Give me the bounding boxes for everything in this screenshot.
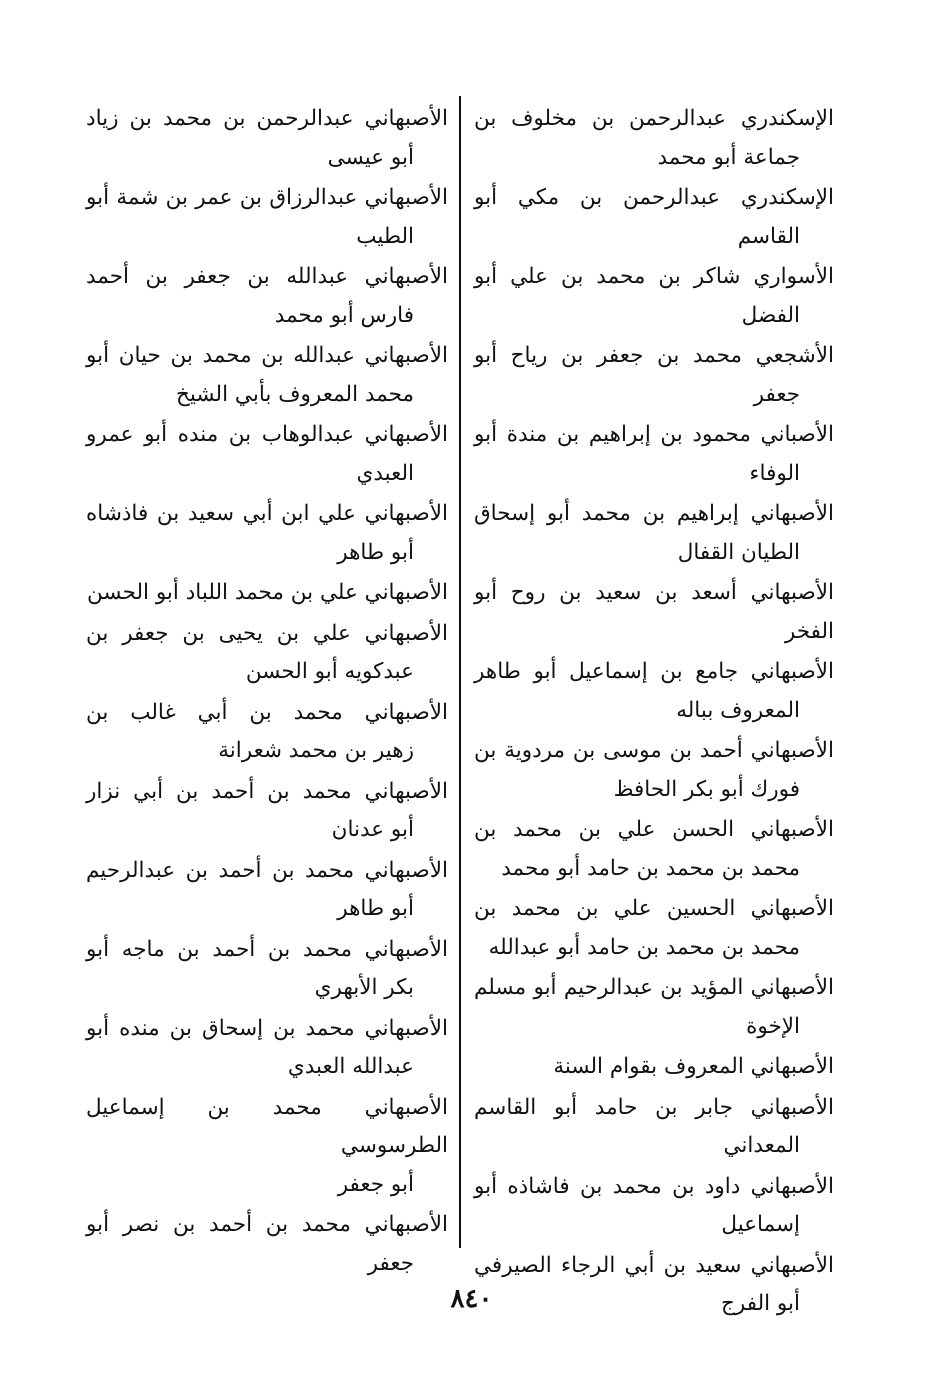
entry-continuation: المعداني — [723, 1133, 800, 1158]
entry-line: الأصبهاني عبدالله بن جعفر بن أحمد — [86, 264, 448, 289]
index-entry — [86, 337, 448, 414]
index-entry — [474, 811, 834, 888]
index-entry — [86, 1206, 448, 1283]
entry-continuation: فارس أبو محمد — [274, 302, 414, 328]
entry-line: الإسكندري عبدالرحمن بن مكي أبو — [474, 185, 834, 210]
entry-line: الأصبهاني الحسين علي بن محمد بن — [474, 896, 834, 921]
entry-continuation: أبو طاهر — [337, 539, 414, 565]
entry-continuation: الفضل — [741, 302, 800, 328]
index-entry — [86, 852, 448, 929]
entry-continuation: جعفر — [367, 1250, 414, 1276]
index-column-right — [474, 100, 834, 1326]
entry-line: الأشجعي محمد بن جعفر بن رياح أبو — [474, 343, 834, 368]
entry-line: الأصبهاني علي بن محمد اللباد أبو الحسن — [87, 580, 448, 605]
entry-line: الأصبهاني عبدالرحمن بن محمد بن زياد — [86, 106, 448, 131]
index-entry — [474, 732, 834, 809]
entry-continuation: جماعة أبو محمد — [657, 144, 800, 170]
index-entry — [86, 1010, 448, 1087]
index-entry — [474, 1048, 834, 1087]
entry-line: الأصبهاني عبدالرزاق بن عمر بن شمة أبو — [86, 185, 448, 210]
index-entry — [474, 100, 834, 177]
index-entry — [474, 969, 834, 1046]
index-entry — [474, 179, 834, 256]
index-entry — [474, 495, 834, 572]
index-column-left — [86, 100, 448, 1285]
entry-continuation: بكر الأبهري — [314, 975, 414, 1000]
entry-continuation: أبو عيسى — [327, 144, 414, 170]
entry-line: الأصبهاني المعروف بقوام السنة — [553, 1054, 834, 1079]
entry-continuation: أبو الفرج — [720, 1291, 800, 1316]
entry-continuation: أبو طاهر — [337, 896, 414, 921]
entry-continuation: الطيب — [356, 223, 414, 249]
entry-line: الأصبهاني المؤيد بن عبدالرحيم أبو مسلم — [474, 975, 834, 1000]
entry-continuation: أبو عدنان — [331, 817, 414, 842]
entry-continuation: جعفر — [753, 381, 800, 407]
page-number: ٨٤٠ — [450, 1284, 493, 1314]
entry-line: الأصبهاني عبدالوهاب بن منده أبو عمرو — [86, 422, 448, 447]
entry-line: الأصبهاني علي بن يحيى بن جعفر بن — [86, 620, 448, 646]
entry-line: الأصبهاني محمد بن أحمد بن نصر أبو — [86, 1212, 448, 1237]
entry-continuation: الوفاء — [749, 460, 800, 486]
column-divider — [459, 96, 461, 1248]
index-entry — [86, 416, 448, 493]
index-entry — [474, 1089, 834, 1166]
entry-line: الأصبهاني محمد بن أحمد بن أبي نزار — [86, 778, 448, 804]
entry-line: الأصبهاني محمد بن أحمد بن ماجه أبو — [86, 936, 448, 962]
index-entry — [474, 416, 834, 493]
entry-line: الأصبهاني أسعد بن سعيد بن روح أبو الفخر — [474, 580, 834, 644]
entry-continuation: فورك أبو بكر الحافظ — [613, 776, 800, 802]
index-entry — [474, 258, 834, 335]
index-entry — [86, 694, 448, 771]
index-entry — [474, 653, 834, 730]
index-entry — [86, 773, 448, 850]
entry-continuation: الطيان القفال — [677, 539, 800, 565]
index-entry — [86, 179, 448, 256]
entry-continuation: المعروف بباله — [676, 697, 800, 723]
entry-line: الأصبهاني محمد بن إسماعيل الطرسوسي — [86, 1094, 448, 1158]
index-entry — [86, 258, 448, 335]
index-entry — [86, 931, 448, 1008]
entry-line: الأصبهاني سعيد بن أبي الرجاء الصيرفي — [474, 1252, 834, 1278]
entry-continuation: العبدي — [356, 460, 414, 486]
entry-continuation: محمد بن محمد بن حامد أبو محمد — [501, 855, 800, 881]
index-entry — [86, 100, 448, 177]
entry-line: الأصبهاني الحسن علي بن محمد بن — [474, 817, 834, 842]
entry-line: الأصبهاني داود بن محمد بن فاشاذه أبو — [474, 1173, 834, 1199]
entry-continuation: محمد بن محمد بن حامد أبو عبدالله — [488, 934, 800, 960]
entry-line: الأصبهاني محمد بن إسحاق بن منده أبو — [86, 1015, 448, 1041]
entry-continuation: إسماعيل — [721, 1212, 800, 1237]
entry-line: الأصبهاني محمد بن أبي غالب بن — [86, 699, 448, 725]
entry-line: الأصبهاني عبدالله بن محمد بن حيان أبو — [86, 343, 448, 368]
entry-continuation: الإخوة — [746, 1013, 800, 1039]
index-entry — [474, 337, 834, 414]
entry-continuation: أبو جعفر — [337, 1171, 414, 1197]
entry-continuation: عبدالله العبدي — [287, 1054, 414, 1079]
entry-continuation: القاسم — [737, 223, 800, 249]
entry-line: الأسواري شاكر بن محمد بن علي أبو — [474, 264, 834, 289]
index-entry — [86, 1089, 448, 1205]
entry-line: الأصبهاني جامع بن إسماعيل أبو طاهر — [474, 659, 834, 684]
index-entry — [86, 615, 448, 692]
entry-continuation: زهير بن محمد شعرانة — [218, 738, 414, 763]
index-entry — [474, 890, 834, 967]
entry-continuation: محمد المعروف بأبي الشيخ — [176, 381, 414, 407]
entry-line: الإسكندري عبدالرحمن بن مخلوف بن — [474, 106, 834, 131]
entry-line: الأصباني محمود بن إبراهيم بن مندة أبو — [474, 422, 834, 447]
entry-line: الأصبهاني علي ابن أبي سعيد بن فاذشاه — [86, 501, 448, 526]
index-entry — [474, 1168, 834, 1245]
index-entry — [86, 574, 448, 613]
entry-line: الأصبهاني جابر بن حامد أبو القاسم — [474, 1094, 834, 1120]
entry-continuation: عبدكويه أبو الحسن — [245, 659, 414, 684]
index-entry — [86, 495, 448, 572]
entry-line: الأصبهاني محمد بن أحمد بن عبدالرحيم — [86, 857, 448, 883]
entry-line: الأصبهاني أحمد بن موسى بن مردوية بن — [474, 738, 834, 763]
index-entry — [474, 574, 834, 651]
entry-line: الأصبهاني إبراهيم بن محمد أبو إسحاق — [474, 501, 834, 526]
